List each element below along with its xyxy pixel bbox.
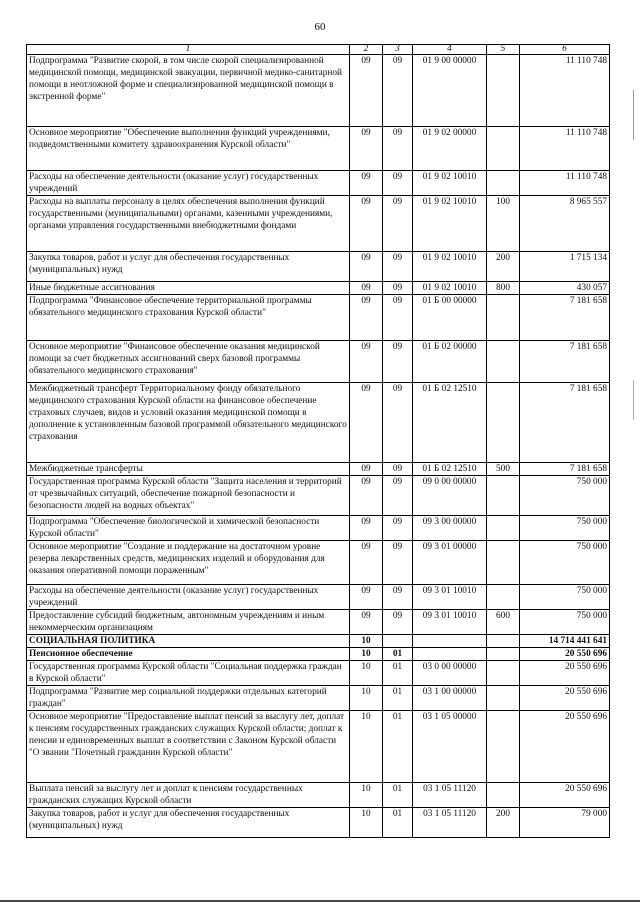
row-expense-type	[487, 635, 520, 648]
row-target-article: 03 1 05 11120	[413, 808, 487, 838]
row-name: Расходы на обеспечение деятельности (оказание услуг) государственных учреждений	[27, 585, 350, 610]
table-row	[27, 808, 610, 838]
row-amount: 20 550 696	[520, 686, 610, 711]
row-expense-type	[487, 648, 520, 661]
row-expense-type	[487, 55, 520, 127]
row-name: Подпрограмма "Обеспечение биологической и химической безопасности Курской области"	[27, 516, 350, 541]
row-target-article: 01 9 02 10010	[413, 252, 487, 282]
table-row	[27, 295, 610, 341]
row-amount: 20 550 696	[520, 648, 610, 661]
row-section: 09	[350, 252, 383, 282]
row-amount: 11 110 748	[520, 127, 610, 171]
row-expense-type	[487, 783, 520, 808]
table-row	[27, 252, 610, 282]
row-amount: 750 000	[520, 610, 610, 635]
row-name: Подпрограмма "Развитие скорой, в том числе скорой специализированной медицинской помощи, медицинской эвакуации, первичной медико-санитарной помощи в неотложной форме и специализированной медицинской помощи в экстренной форме"	[27, 55, 350, 127]
row-amount: 79 000	[520, 808, 610, 838]
row-name: СОЦИАЛЬНАЯ ПОЛИТИКА	[27, 635, 350, 648]
row-target-article: 01 Б 02 12510	[413, 383, 487, 463]
header-subsection: 3	[383, 45, 413, 55]
row-target-article: 03 1 05 11120	[413, 783, 487, 808]
row-amount: 750 000	[520, 516, 610, 541]
row-expense-type: 600	[487, 610, 520, 635]
row-amount: 7 181 658	[520, 383, 610, 463]
row-amount: 20 550 696	[520, 661, 610, 686]
row-name: Пенсионное обеспечение	[27, 648, 350, 661]
row-name: Подпрограмма "Развитие мер социальной поддержки отдельных категорий граждан"	[27, 686, 350, 711]
row-subsection: 09	[383, 541, 413, 585]
header-amount: 6	[520, 45, 610, 55]
row-name: Закупка товаров, работ и услуг для обеспечения государственных (муниципальных) нужд	[27, 808, 350, 838]
row-name: Закупка товаров, работ и услуг для обеспечения государственных (муниципальных) нужд	[27, 252, 350, 282]
page-bottom-edge	[0, 900, 640, 902]
row-target-article: 09 3 00 00000	[413, 516, 487, 541]
row-subsection: 09	[383, 383, 413, 463]
row-amount: 8 965 557	[520, 196, 610, 252]
row-section: 10	[350, 711, 383, 783]
row-subsection: 01	[383, 783, 413, 808]
table-row	[27, 196, 610, 252]
row-subsection: 09	[383, 516, 413, 541]
row-name: Иные бюджетные ассигнования	[27, 282, 350, 295]
row-subsection: 09	[383, 171, 413, 196]
row-subsection: 01	[383, 808, 413, 838]
row-subsection: 09	[383, 476, 413, 516]
row-target-article: 01 Б 02 00000	[413, 341, 487, 383]
row-section: 10	[350, 648, 383, 661]
row-target-article: 03 1 05 00000	[413, 711, 487, 783]
row-amount: 430 057	[520, 282, 610, 295]
scan-artifact	[633, 90, 634, 140]
row-subsection: 09	[383, 196, 413, 252]
row-subsection: 01	[383, 686, 413, 711]
row-section: 09	[350, 127, 383, 171]
row-subsection: 09	[383, 341, 413, 383]
table-row	[27, 171, 610, 196]
table-row	[27, 383, 610, 463]
row-expense-type	[487, 661, 520, 686]
row-subsection	[383, 635, 413, 648]
row-expense-type: 500	[487, 463, 520, 476]
row-target-article: 01 9 02 10010	[413, 282, 487, 295]
row-section: 10	[350, 783, 383, 808]
row-target-article: 01 9 02 10010	[413, 196, 487, 252]
row-subsection: 09	[383, 282, 413, 295]
table-row	[27, 585, 610, 610]
row-expense-type	[487, 383, 520, 463]
table-row	[27, 661, 610, 686]
row-amount: 20 550 696	[520, 711, 610, 783]
table-row	[27, 635, 610, 648]
row-name: Государственная программа Курской области "Защита населения и территорий от чрезвычайных ситуаций, обеспечение пожарной безопасности и безопасности людей на водных объектах"	[27, 476, 350, 516]
table-row	[27, 648, 610, 661]
row-amount: 7 181 658	[520, 463, 610, 476]
header-expense-type: 5	[487, 45, 520, 55]
row-name: Основное мероприятие "Предоставление выплат пенсий за выслугу лет, доплат к пенсиям государственных гражданских служащих Курской области; доплат к пенсии и единовременных выплат в соответствии с Законом Курской области "О звании "Почетный гражданин Курской области"	[27, 711, 350, 783]
header-section: 2	[350, 45, 383, 55]
row-amount: 750 000	[520, 541, 610, 585]
table-row	[27, 541, 610, 585]
table-row	[27, 55, 610, 127]
header-target-article: 4	[413, 45, 487, 55]
row-amount: 1 715 134	[520, 252, 610, 282]
row-target-article: 03 0 00 00000	[413, 661, 487, 686]
row-expense-type	[487, 711, 520, 783]
table-header-row	[27, 45, 610, 55]
row-subsection: 01	[383, 648, 413, 661]
row-name: Основное мероприятие "Обеспечение выполнения функций учреждениями, подведомственными комитету здравоохранения Курской области"	[27, 127, 350, 171]
table-row	[27, 127, 610, 171]
row-section: 09	[350, 463, 383, 476]
row-subsection: 09	[383, 463, 413, 476]
row-subsection: 09	[383, 610, 413, 635]
scan-artifact	[633, 380, 634, 420]
row-subsection: 09	[383, 252, 413, 282]
row-amount: 750 000	[520, 585, 610, 610]
row-expense-type	[487, 585, 520, 610]
row-section: 09	[350, 196, 383, 252]
row-amount: 14 714 441 641	[520, 635, 610, 648]
row-section: 09	[350, 55, 383, 127]
row-section: 09	[350, 171, 383, 196]
table-row	[27, 463, 610, 476]
row-subsection: 09	[383, 127, 413, 171]
row-section: 09	[350, 476, 383, 516]
table-row	[27, 476, 610, 516]
row-expense-type	[487, 127, 520, 171]
row-section: 09	[350, 282, 383, 295]
row-expense-type	[487, 516, 520, 541]
row-section: 10	[350, 635, 383, 648]
row-name: Основное мероприятие "Финансовое обеспечение оказания медицинской помощи за счет бюджетных ассигнований сверх базовой программы обязательного медицинского страхования"	[27, 341, 350, 383]
row-expense-type	[487, 541, 520, 585]
table-row	[27, 686, 610, 711]
row-name: Расходы на выплаты персоналу в целях обеспечения выполнения функций государственными (муниципальными) органами, казенными учреждениями, органами управления государственными внебюджетными фондами	[27, 196, 350, 252]
row-name: Государственная программа Курской области "Социальная поддержка граждан в Курской области"	[27, 661, 350, 686]
row-name: Предоставление субсидий бюджетным, автономным учреждениям и иным некоммерческим организациям	[27, 610, 350, 635]
row-expense-type	[487, 686, 520, 711]
row-section: 09	[350, 295, 383, 341]
row-section: 09	[350, 610, 383, 635]
row-target-article: 09 3 01 00000	[413, 541, 487, 585]
row-expense-type	[487, 295, 520, 341]
row-section: 10	[350, 686, 383, 711]
row-target-article	[413, 648, 487, 661]
row-expense-type: 100	[487, 196, 520, 252]
table-row	[27, 610, 610, 635]
row-expense-type: 200	[487, 808, 520, 838]
row-subsection: 01	[383, 661, 413, 686]
row-section: 10	[350, 808, 383, 838]
row-expense-type: 800	[487, 282, 520, 295]
row-amount: 7 181 658	[520, 295, 610, 341]
row-target-article: 09 3 01 10010	[413, 610, 487, 635]
row-section: 09	[350, 341, 383, 383]
row-name: Межбюджетные трансферты	[27, 463, 350, 476]
row-amount: 11 110 748	[520, 171, 610, 196]
table-row	[27, 341, 610, 383]
row-target-article	[413, 635, 487, 648]
row-amount: 20 550 696	[520, 783, 610, 808]
budget-table	[26, 44, 610, 838]
row-subsection: 09	[383, 585, 413, 610]
row-amount: 7 181 658	[520, 341, 610, 383]
row-section: 09	[350, 516, 383, 541]
row-target-article: 03 1 00 00000	[413, 686, 487, 711]
row-target-article: 01 9 02 10010	[413, 171, 487, 196]
table-row	[27, 282, 610, 295]
row-target-article: 01 Б 02 12510	[413, 463, 487, 476]
row-section: 09	[350, 541, 383, 585]
row-expense-type	[487, 476, 520, 516]
row-target-article: 01 Б 00 00000	[413, 295, 487, 341]
table-row	[27, 711, 610, 783]
row-name: Расходы на обеспечение деятельности (оказание услуг) государственных учреждений	[27, 171, 350, 196]
row-name: Подпрограмма "Финансовое обеспечение территориальной программы обязательного медицинского страхования Курской области"	[27, 295, 350, 341]
row-target-article: 09 0 00 00000	[413, 476, 487, 516]
header-name: 1	[27, 45, 350, 55]
row-target-article: 09 3 01 10010	[413, 585, 487, 610]
row-name: Основное мероприятие "Создание и поддержание на достаточном уровне резерва лекарственных средств, медицинских изделий и оборудования для оказания оперативной помощи пораженным"	[27, 541, 350, 585]
row-subsection: 01	[383, 711, 413, 783]
row-expense-type: 200	[487, 252, 520, 282]
table-row	[27, 783, 610, 808]
table-row	[27, 516, 610, 541]
row-section: 09	[350, 585, 383, 610]
row-amount: 750 000	[520, 476, 610, 516]
row-name: Межбюджетный трансферт Территориальному фонду обязательного медицинского страхования Курской области на финансовое обеспечение страховых случаев, видов и условий оказания медицинской помощи в дополнение к установленным базовой программой обязательного медицинского страхования	[27, 383, 350, 463]
row-expense-type	[487, 171, 520, 196]
row-section: 09	[350, 383, 383, 463]
row-expense-type	[487, 341, 520, 383]
row-name: Выплата пенсий за выслугу лет и доплат к пенсиям государственных гражданских служащих Курской области	[27, 783, 350, 808]
row-subsection: 09	[383, 295, 413, 341]
page-number: 60	[314, 21, 326, 33]
row-target-article: 01 9 00 00000	[413, 55, 487, 127]
row-section: 10	[350, 661, 383, 686]
row-subsection: 09	[383, 55, 413, 127]
row-amount: 11 110 748	[520, 55, 610, 127]
row-target-article: 01 9 02 00000	[413, 127, 487, 171]
